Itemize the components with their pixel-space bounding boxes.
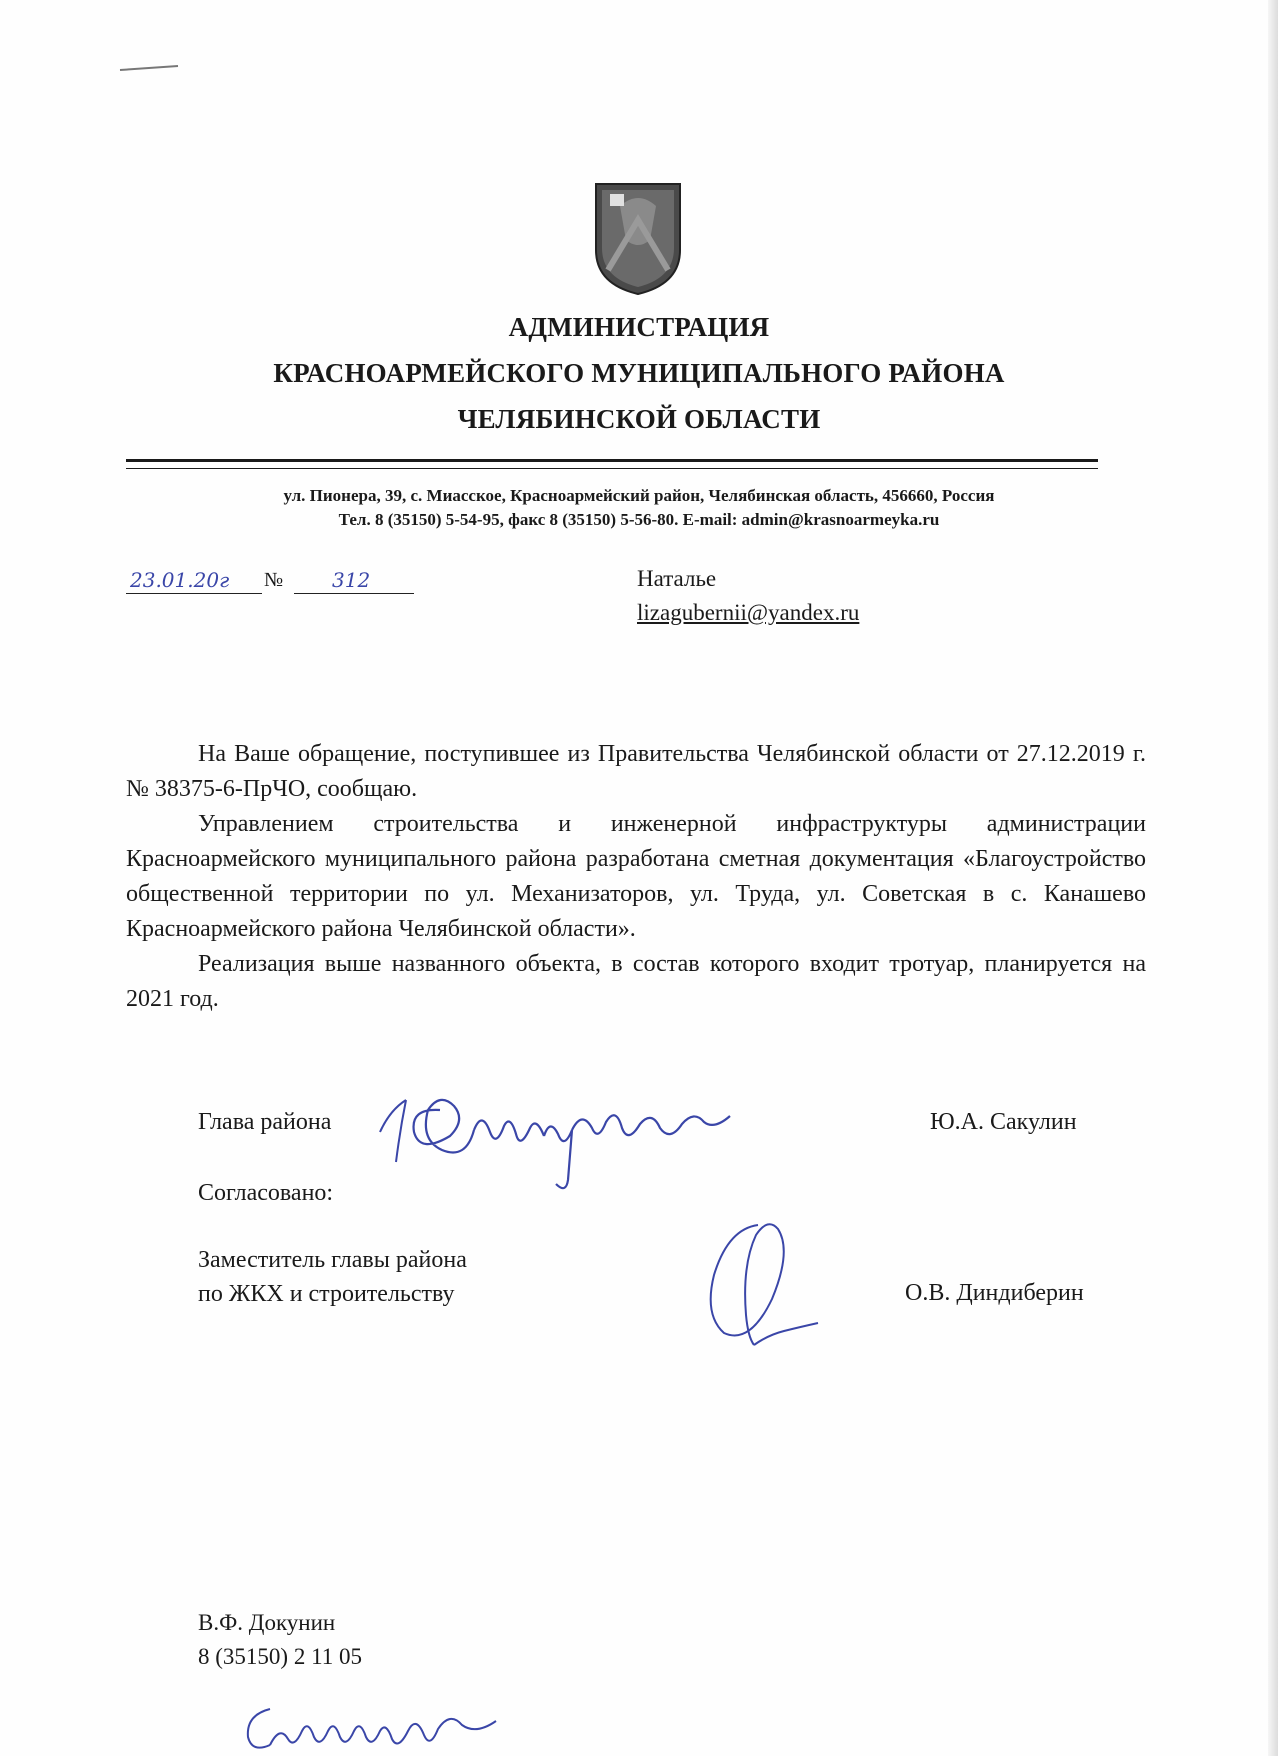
header-divider-thin xyxy=(126,468,1098,469)
head-name: Ю.А. Сакулин xyxy=(930,1109,1077,1135)
deputy-signature xyxy=(688,1215,828,1350)
deputy-title-line: Заместитель главы района xyxy=(198,1247,467,1273)
agreed-label: Согласовано: xyxy=(198,1180,334,1206)
recipient-name: Наталье xyxy=(637,566,717,591)
body-paragraph: Управлением строительства и инженерной инфраструктуры администрации Красноармейского муниципального района разработана сметная документация «Благоустройство общественной территории по ул. Механизаторов, ул. Труда, ул. Советская в с. Канашево Красноармейского района Челябинской области». xyxy=(126,811,1146,942)
head-title: Глава района xyxy=(198,1109,332,1135)
header-title-administration: АДМИНИСТРАЦИЯ xyxy=(508,312,770,342)
scan-mark xyxy=(118,64,180,72)
address-line: ул. Пионера, 39, с. Миасское, Красноармейский район, Челябинская область, 456660, Россия xyxy=(283,486,995,505)
body-paragraph: Реализация выше названного объекта, в состав которого входит тротуар, планируется на 2021 год. xyxy=(126,951,1146,1012)
deputy-name: О.В. Диндиберин xyxy=(905,1280,1084,1306)
body-paragraph: На Ваше обращение, поступившее из Правительства Челябинской области от 27.12.2019 г. № 38375-6-ПрЧО, сообщаю. xyxy=(126,741,1146,802)
recipient-email: lizagubernii@yandex.ru xyxy=(637,600,860,625)
header-title-district: КРАСНОАРМЕЙСКОГО МУНИЦИПАЛЬНОГО РАЙОНА xyxy=(273,358,1005,388)
recipient-block xyxy=(637,562,859,630)
deputy-title xyxy=(198,1243,467,1311)
head-signature xyxy=(370,1070,770,1200)
registration-date: 23.01.20г xyxy=(126,568,262,594)
executor-block xyxy=(198,1606,362,1674)
registration-line xyxy=(126,568,416,598)
deputy-title-line: по ЖКХ и строительству xyxy=(198,1281,455,1307)
header-title-region: ЧЕЛЯБИНСКОЙ ОБЛАСТИ xyxy=(457,404,821,434)
contact-line: Тел. 8 (35150) 5-54-95, факс 8 (35150) 5-56-80. E-mail: admin@krasnoarmeyka.ru xyxy=(338,510,940,529)
scan-edge xyxy=(1268,0,1278,1756)
letter-body xyxy=(126,737,1146,1017)
executor-phone: 8 (35150) 2 11 05 xyxy=(198,1644,362,1669)
executor-name: В.Ф. Докунин xyxy=(198,1610,336,1635)
header-divider-thick xyxy=(126,459,1098,462)
coat-of-arms-icon xyxy=(590,180,686,298)
executor-signature xyxy=(240,1695,540,1756)
number-sign: № xyxy=(264,569,284,591)
registration-number: 312 xyxy=(294,568,414,594)
